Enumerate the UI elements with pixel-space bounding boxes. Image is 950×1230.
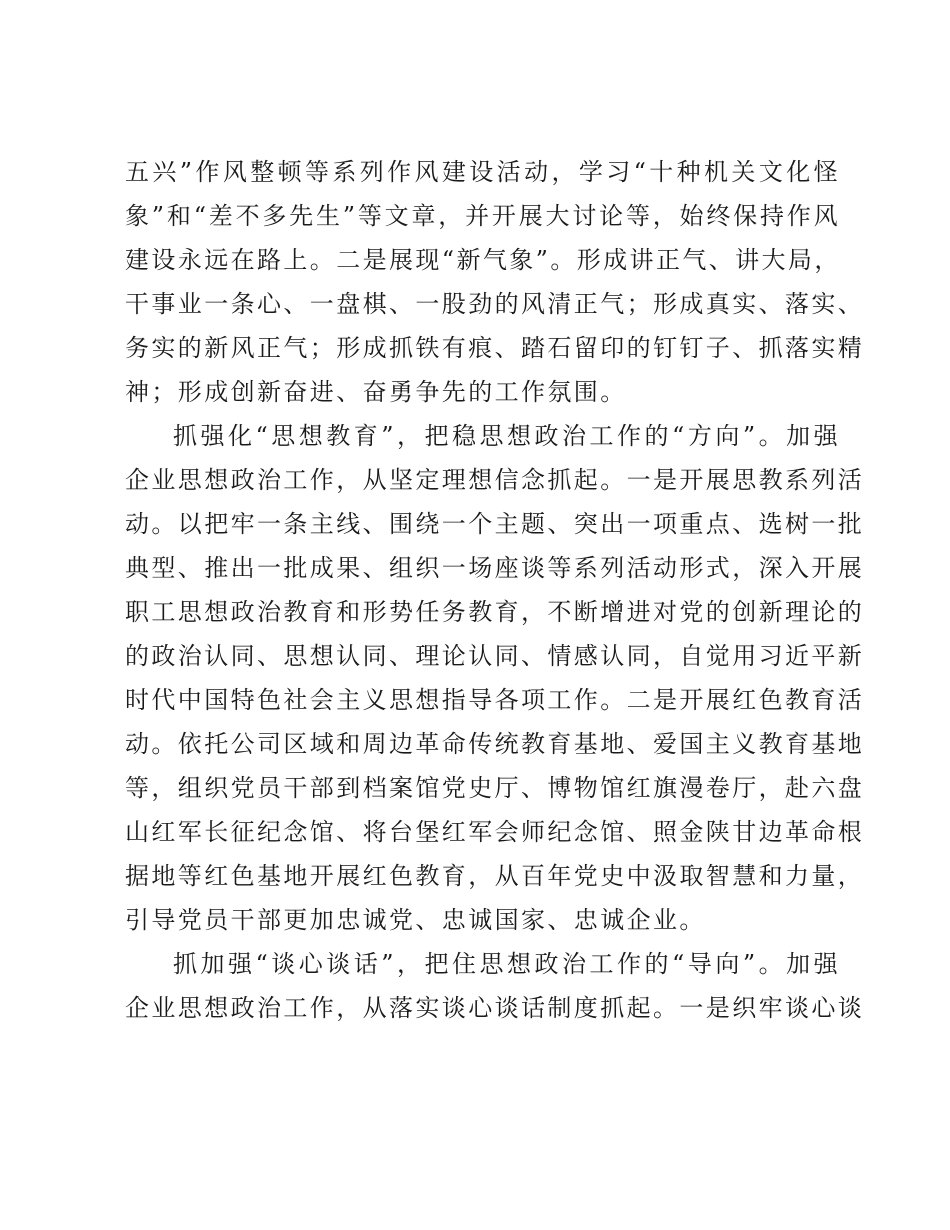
- text-line: 务实的新风正气；形成抓铁有痕、踏石留印的钉钉子、抓落实精: [125, 334, 865, 362]
- text-line: 干事业一条心、一盘棋、一股劲的风清正气；形成真实、落实、: [125, 290, 865, 318]
- text-line: 据地等红色基地开展红色教育，从百年党史中汲取智慧和力量，: [125, 862, 865, 890]
- paragraph-3: [125, 942, 865, 1030]
- paragraph-2: [125, 414, 865, 942]
- text-line: 企业思想政治工作，从落实谈心谈话制度抓起。一是织牢谈心谈: [125, 994, 865, 1022]
- text-line: 企业思想政治工作，从坚定理想信念抓起。一是开展思教系列活: [125, 466, 865, 494]
- text-line: 山红军长征纪念馆、将台堡红军会师纪念馆、照金陕甘边革命根: [125, 818, 865, 846]
- paragraph-1: [125, 150, 865, 414]
- text-line: 建设永远在路上。二是展现“新气象”。形成讲正气、讲大局，: [125, 246, 841, 274]
- text-line: 动。依托公司区域和周边革命传统教育基地、爱国主义教育基地: [125, 730, 865, 758]
- text-line: 五兴”作风整顿等系列作风建设活动，学习“十种机关文化怪: [125, 158, 840, 186]
- text-line: 抓加强“谈心谈话”，把住思想政治工作的“导向”。加强: [173, 950, 840, 978]
- text-line: 抓强化“思想教育”，把稳思想政治工作的“方向”。加强: [173, 422, 840, 450]
- text-line: 职工思想政治教育和形势任务教育，不断增进对党的创新理论的: [125, 598, 865, 626]
- text-line: 典型、推出一批成果、组织一场座谈等系列活动形式，深入开展: [125, 554, 865, 582]
- text-line: 象”和“差不多先生”等文章，并开展大讨论等，始终保持作风: [125, 202, 840, 230]
- text-line: 动。以把牢一条主线、围绕一个主题、突出一项重点、选树一批: [125, 510, 865, 538]
- text-line: 时代中国特色社会主义思想指导各项工作。二是开展红色教育活: [125, 686, 865, 714]
- text-line: 神；形成创新奋进、奋勇争先的工作氛围。: [125, 378, 627, 406]
- text-line: 的政治认同、思想认同、理论认同、情感认同，自觉用习近平新: [125, 642, 865, 670]
- text-line: 等，组织党员干部到档案馆党史厅、博物馆红旗漫卷厅，赴六盘: [125, 774, 865, 802]
- document-body: [125, 150, 865, 1030]
- text-line: 引导党员干部更加忠诚党、忠诚国家、忠诚企业。: [125, 906, 706, 934]
